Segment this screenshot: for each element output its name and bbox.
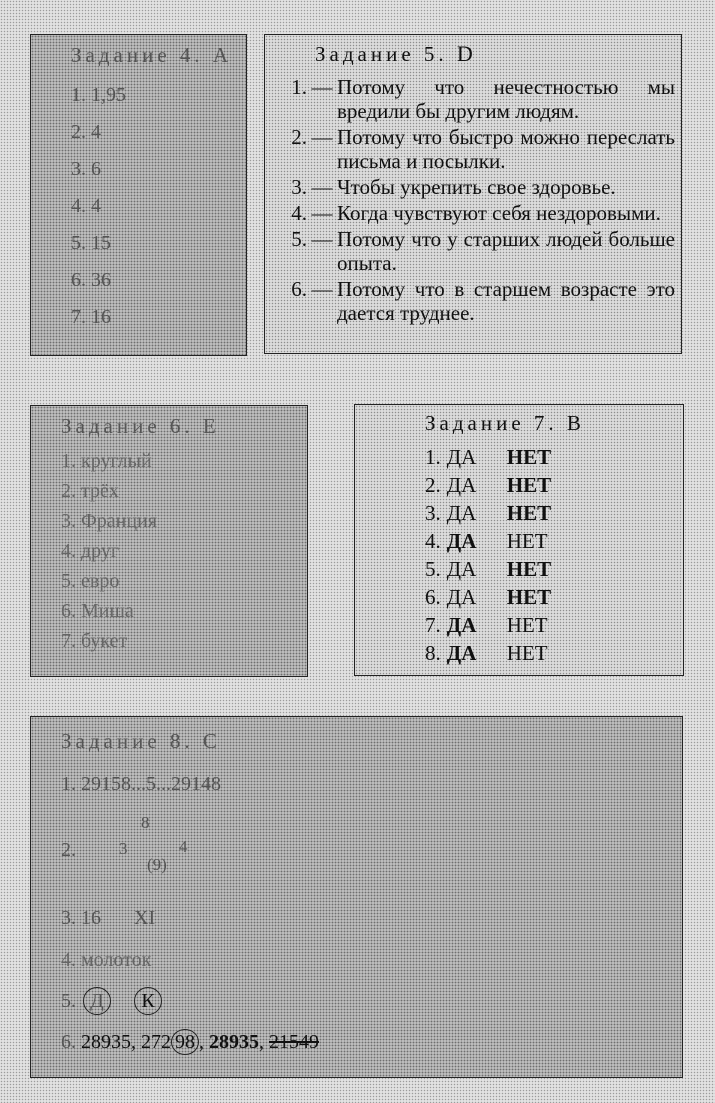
task7-box (354, 404, 684, 676)
task8-answer-1 (61, 773, 221, 796)
task7-answer-num: 1. (425, 445, 441, 469)
task8-answer-3-num: 3. (61, 907, 76, 929)
task7-answer (425, 639, 551, 667)
task8-title: Задание 8. С (61, 729, 221, 753)
task7-answer-yes: ДА (446, 445, 477, 469)
task7-answer (425, 471, 551, 499)
task8-answer-6 (61, 1029, 319, 1055)
task4-answer: 4. 4 (71, 195, 101, 217)
task4-title: Задание 4. А (71, 43, 233, 67)
task5-answer-num: 6. (291, 277, 307, 301)
task8-answer-6-n2-circled: 98 (171, 1029, 199, 1055)
task5-answer (279, 175, 675, 199)
task7-answer (425, 583, 551, 611)
task8-box (30, 716, 683, 1078)
task7-answer-no: НЕТ (506, 557, 552, 581)
task7-answer-yes: ДА (446, 473, 477, 497)
task5-answers (279, 75, 675, 327)
task5-answer-num: 3. (291, 175, 307, 199)
task5-title-letter: D (456, 41, 473, 66)
task8-answer-5-circle-1: Д (83, 987, 111, 1015)
task4-answer: 5. 15 (71, 232, 111, 254)
task7-answer-yes: ДА (446, 613, 477, 637)
task7-title: Задание 7. В (425, 411, 585, 435)
task8-answer-6-sep2: , (259, 1031, 264, 1053)
task5-answer-text: Потому что у старших людей больше опыта. (337, 227, 675, 275)
task7-answer-no: НЕТ (506, 501, 552, 525)
task5-answer (279, 125, 675, 173)
task8-answer-2-top: 8 (141, 813, 150, 832)
task8-answer-2 (61, 813, 201, 883)
task5-answer-text: Потому что в старшем возрасте это дается труднее. (337, 277, 675, 325)
task6-box (30, 405, 308, 677)
task5-answer-num: 1. (291, 75, 307, 99)
task5-title-label: Задание 5. (315, 42, 448, 66)
task5-box (264, 34, 682, 354)
task8-answer-3-roman: XI (134, 907, 156, 929)
task5-answer-text: Потому что быстро можно переслать письма и посылки. (337, 125, 675, 173)
task5-answer-dash: — (311, 277, 333, 301)
task7-answer-num: 2. (425, 473, 441, 497)
task8-answer-1-num: 1. (61, 773, 76, 795)
task4-answer: 6. 36 (71, 269, 111, 291)
task7-answer-num: 6. (425, 585, 441, 609)
task8-answer-3 (61, 907, 155, 930)
task5-answer (279, 227, 675, 275)
task6-answer: 7. букет (61, 630, 128, 652)
task5-answer-text: Чтобы укрепить свое здоровье. (337, 175, 616, 199)
task6-answer: 2. трёх (61, 480, 119, 502)
task8-answer-3-value: 16 (81, 907, 101, 929)
task8-answer-6-n2-prefix: 272 (141, 1031, 171, 1053)
task5-answer-dash: — (311, 125, 333, 149)
task6-answer: 4. друг (61, 540, 120, 562)
task7-answer-num: 5. (425, 557, 441, 581)
task7-answer-no: НЕТ (506, 585, 552, 609)
task6-answer: 6. Миша (61, 600, 134, 622)
task6-answer: 1. круглый (61, 450, 152, 472)
task8-answer-2-right: 4 (179, 837, 188, 856)
task7-answer-yes: ДА (446, 501, 477, 525)
task5-answer (279, 277, 675, 325)
task7-answer (425, 527, 551, 555)
task7-answers (425, 443, 551, 667)
task6-title: Задание 6. Е (61, 414, 220, 438)
task5-answer-num: 5. (291, 227, 307, 251)
task7-answer-num: 3. (425, 501, 441, 525)
task4-answer: 1. 1,95 (71, 84, 126, 106)
task7-answer-no: НЕТ (506, 529, 548, 553)
task8-answer-6-n4: 21549 (269, 1031, 319, 1053)
task8-answer-6-n3: 28935 (209, 1031, 259, 1053)
task8-answer-6-n1: 28935, (81, 1031, 136, 1053)
task7-answer-num: 8. (425, 641, 441, 665)
task8-answer-4-num: 4. (61, 949, 76, 971)
task5-answer-text: Потому что нечестностью мы вредили бы другим людям. (337, 75, 675, 123)
task7-answer-num: 7. (425, 613, 441, 637)
task5-answer-num: 4. (291, 201, 307, 225)
task6-answers (61, 446, 157, 656)
task5-answer (279, 201, 675, 225)
task5-answer-dash: — (311, 201, 333, 225)
task7-answer (425, 611, 551, 639)
task4-box (30, 34, 247, 356)
task7-answer-yes: ДА (446, 585, 477, 609)
task8-answer-1-text: 29158...5...29148 (81, 773, 221, 795)
task8-answer-2-bottom: (9) (147, 855, 167, 874)
task7-answer-yes: ДА (446, 529, 477, 553)
task7-answer-yes: ДА (446, 557, 477, 581)
task7-answer-no: НЕТ (506, 613, 548, 637)
task4-answer: 2. 4 (71, 121, 101, 143)
task7-answer-num: 4. (425, 529, 441, 553)
task8-answer-5-num: 5. (61, 990, 76, 1012)
task5-answer-dash: — (311, 227, 333, 251)
task8-answer-6-sep: , (199, 1031, 204, 1053)
task5-answer-text: Когда чувствуют себя нездоровыми. (337, 201, 661, 225)
task7-answer (425, 443, 551, 471)
task5-answer-dash: — (311, 175, 333, 199)
task8-answer-4-text: молоток (81, 949, 152, 971)
task7-answer-no: НЕТ (506, 445, 552, 469)
task7-answer (425, 499, 551, 527)
task5-answer (279, 75, 675, 123)
task8-answer-2-left: 3 (119, 839, 128, 858)
task4-answers (71, 77, 126, 336)
task4-answer: 7. 16 (71, 306, 111, 328)
task7-answer-no: НЕТ (506, 473, 552, 497)
task7-answer-no: НЕТ (506, 641, 548, 665)
task7-answer-yes: ДА (446, 641, 477, 665)
task8-answer-6-num: 6. (61, 1031, 76, 1053)
task8-answer-2-num: 2. (61, 839, 76, 861)
task5-title (315, 41, 473, 67)
task6-answer: 3. Франция (61, 510, 157, 532)
task4-answer: 3. 6 (71, 158, 101, 180)
task8-answer-5 (61, 987, 162, 1015)
task7-answer (425, 555, 551, 583)
task5-answer-num: 2. (291, 125, 307, 149)
task5-answer-dash: — (311, 75, 333, 99)
task8-answer-4 (61, 949, 151, 972)
task8-answer-5-circle-2: К (134, 987, 162, 1015)
task6-answer: 5. евро (61, 570, 120, 592)
